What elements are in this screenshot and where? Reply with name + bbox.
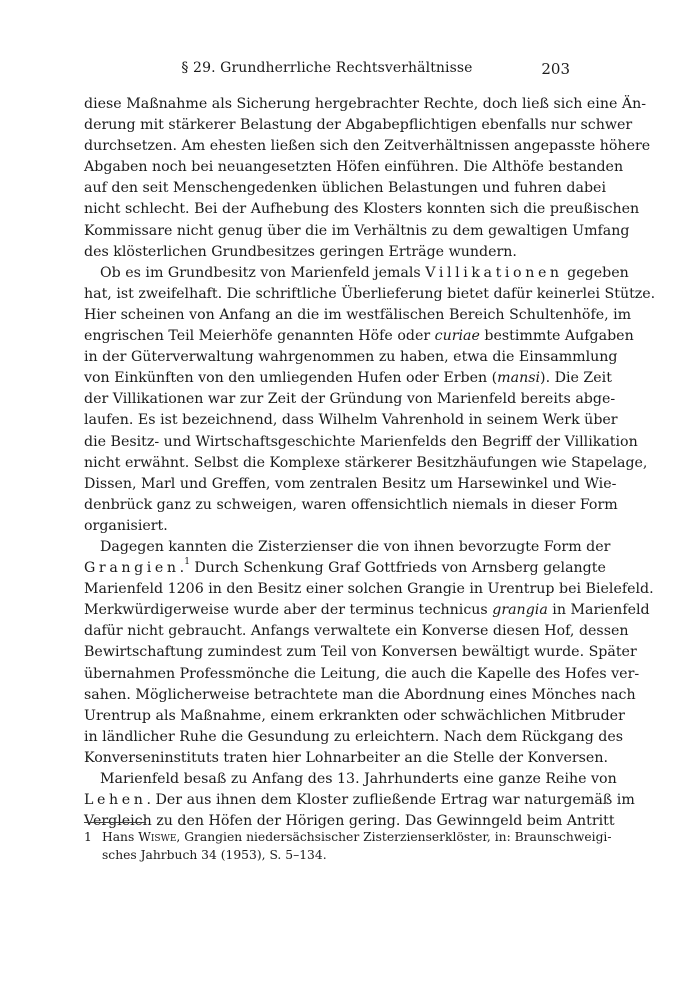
text-line: organisiert. [84,517,168,534]
text-line: diese Maßnahme als Sicherung hergebrachter Rechte, doch ließ sich eine Än- [84,96,647,112]
body-text [84,94,656,832]
text-line: Marienfeld 1206 in den Besitz einer solchen Grangie in Urentrup bei Bielefeld. [84,581,654,598]
spaced-term: Villikationen [425,264,563,281]
paragraph-first-line: Marienfeld besaß zu Anfang des 13. Jahrhunderts eine ganze Reihe von [100,771,617,787]
text-line: der Villikationen war zur Zeit der Gründung von Marienfeld bereits abge- [84,391,616,408]
text-line: Bewirtschaftung zumindest zum Teil von Konversen bewältigt wurde. Später [84,644,637,661]
text-line: auf den seit Menschengedenken üblichen Belastungen und fuhren dabei [84,180,606,197]
text-line: derung mit stärkerer Belastung der Abgabepflichtigen ebenfalls nur schwer [84,117,633,134]
text-line: in der Güterverwaltung wahrgenommen zu haben, etwa die Einsammlung [84,349,618,366]
text-line: denbrück ganz zu schweigen, waren offensichtlich niemals in dieser Form [84,496,618,513]
spaced-term: Grangien [84,560,180,577]
footnote-number: 1 [84,830,92,844]
footnote [84,829,612,864]
footnote-author: Wiswe [138,830,177,844]
text-line: Lehen. Der aus ihnen dem Kloster zufließende Ertrag war naturgemäß im [84,792,635,809]
text-line: sahen. Möglicherweise betrachtete man die Abordnung eines Mönches nach [84,686,636,703]
text-line: Kommissare nicht genug über die im Verhältnis zu dem gewaltigen Umfang [84,222,630,239]
running-header [84,60,570,82]
text-line: dafür nicht gebraucht. Anfangs verwaltete ein Konverse diesen Hof, dessen [84,623,629,640]
text-line: engrischen Teil Meierhöfe genannten Höfe oder curiae bestimmte Aufgaben [84,328,634,345]
paragraph-first-line: Ob es im Grundbesitz von Marienfeld jemals Villikationen gegeben [100,264,629,281]
text-line: nicht erwähnt. Selbst die Komplexe stärkerer Besitzhäufungen wie Stapelage, [84,454,648,471]
text-line: in ländlicher Ruhe die Gesundung zu erleichtern. Nach dem Rückgang des [84,728,624,745]
text-line: übernahmen Professmönche die Leitung, die auch die Kapelle des Hofes ver- [84,665,640,682]
text-line: Hier scheinen von Anfang an die im westfälischen Bereich Schultenhöfe, im [84,306,632,323]
text-line: nicht schlecht. Bei der Aufhebung des Klosters konnten sich die preußischen [84,201,640,218]
footnote-line: sches Jahrbuch 34 (1953), S. 5–134. [102,847,327,862]
text-line: laufen. Es ist bezeichnend, dass Wilhelm Vahrenhold in seinem Werk über [84,412,618,429]
text-line: Merkwürdigerweise wurde aber der terminus technicus grangia in Marienfeld [84,602,650,619]
page-number: 203 [541,60,570,78]
running-title: § 29. Grundherrliche Rechtsverhältnisse [181,60,473,76]
text-line: die Besitz- und Wirtschaftsgeschichte Marienfelds den Begriff der Villikation [84,433,638,450]
text-line: hat, ist zweifelhaft. Die schriftliche Überlieferung bietet dafür keinerlei Stütze. [84,285,656,302]
text-line: Urentrup als Maßnahme, einem erkrankten oder schwächlichen Mitbruder [84,707,625,724]
text-line: von Einkünften von den umliegenden Hufen oder Erben (mansi). Die Zeit [84,370,612,387]
footnote-divider [84,822,146,823]
text-line: Konverseninstituts traten hier Lohnarbeiter an die Stelle der Konversen. [84,749,608,766]
text-line: Dissen, Marl und Greffen, vom zentralen Besitz um Harsewinkel und Wie- [84,475,617,492]
footnote-line: 1 Hans Wiswe, Grangien niedersächsischer Zisterzienserklöster, in: Braunschweigi- [84,829,570,847]
text-line: Vergleich zu den Höfen der Hörigen gering. Das Gewinngeld beim Antritt [84,813,615,830]
text-line: des klösterlichen Grundbesitzes geringen Erträge wundern. [84,243,517,260]
paragraph-first-line: Dagegen kannten die Zisterzienser die von ihnen bevorzugte Form der [100,538,611,555]
text-line: Abgaben noch bei neuangesetzten Höfen einführen. Die Althöfe bestanden [84,159,624,176]
spaced-term: Lehen [84,792,147,809]
text-line: Grangien.$^1$ Durch Schenkung Graf Gottfrieds von Arnsberg gelangte [84,557,606,577]
footnote-marker: 1 [184,557,190,568]
text-line: durchsetzen. Am ehesten ließen sich den Zeitverhältnissen angepasste höhere [84,138,651,155]
